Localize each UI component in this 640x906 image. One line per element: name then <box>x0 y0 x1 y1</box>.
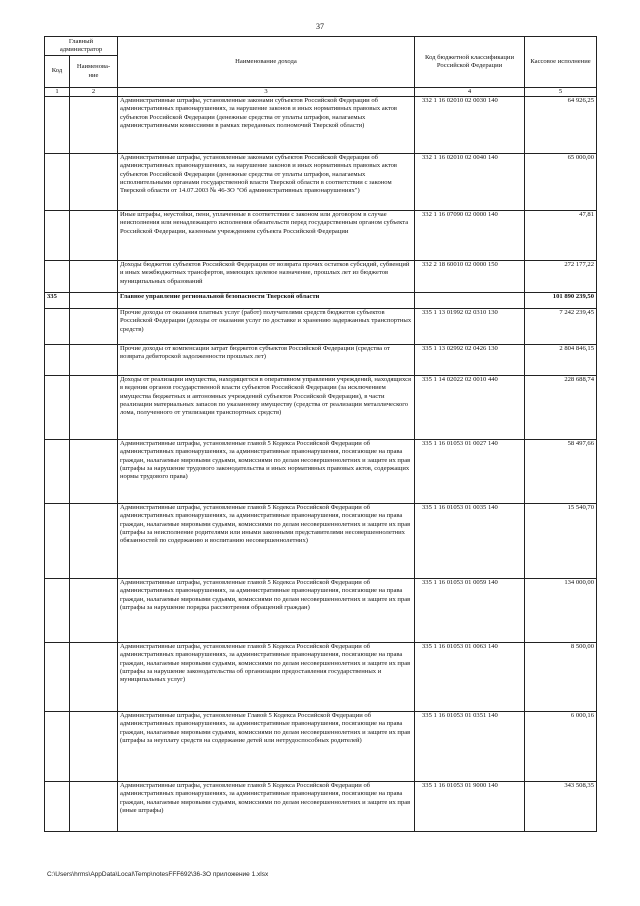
row-description: Административные штрафы, установленные законами субъектов Российской Федерации об административных правонарушениях, за нарушение законов и иных нормативных правовых актов субъектов Российской Федерации (денежные средства от уплаты штрафов, налагаемых исполнительными органами государственной власти Тверской области в соответствии с законом Тверской области от 14.07.2003 № 46-ЗО "Об административных правонарушениях") <box>118 154 415 211</box>
col-number: 5 <box>525 88 597 97</box>
table-row <box>45 97 597 154</box>
header-budget-code: Код бюджетной классификации Российской Федерации <box>415 37 525 88</box>
table-row <box>45 712 597 782</box>
row-kbk: 335 1 16 01053 01 0063 140 <box>415 643 525 712</box>
row-amount: 65 000,00 <box>525 154 597 211</box>
table-row <box>45 440 597 504</box>
row-description: Административные штрафы, установленные главой 5 Кодекса Российской Федерации об административных правонарушениях, за административные правонарушения, посягающие на права граждан, налагаемые мировыми судьями, комиссиями по делам несовершеннолетних и защите их прав (штрафы за нарушение трудового законодательства и иных нормативных правовых актов, содержащих нормы трудового права) <box>118 440 415 504</box>
row-code <box>45 309 70 345</box>
row-amount: 6 000,16 <box>525 712 597 782</box>
header-name-short: Наименова-ние <box>70 56 118 88</box>
row-code <box>45 712 70 782</box>
row-description: Прочие доходы от компенсации затрат бюджетов субъектов Российской Федерации (средства от возврата дебиторской задолженности прошлых лет) <box>118 345 415 376</box>
col-number: 4 <box>415 88 525 97</box>
table-row <box>45 504 597 579</box>
header-cash: Кассовое исполнение <box>525 37 597 88</box>
row-amount: 64 926,25 <box>525 97 597 154</box>
header-admin: Главный администратор <box>45 37 118 56</box>
table-row <box>45 211 597 261</box>
row-amount: 134 000,00 <box>525 579 597 643</box>
row-kbk: 332 2 18 60010 02 0000 150 <box>415 261 525 293</box>
row-description: Доходы от реализации имущества, находящегося в оперативном управлении учреждений, находящихся в ведении органов государственной власти субъектов Российской Федерации (за исключением имущества бюджетных и автономных учреждений субъектов Российской Федерации), в части реализации материальных запасов по указанному имуществу (средства от реализации металлического лома, полученного от утилизации транспортных средств) <box>118 376 415 440</box>
row-code: 335 <box>45 293 70 309</box>
row-code <box>45 504 70 579</box>
row-code <box>45 97 70 154</box>
row-description: Доходы бюджетов субъектов Российской Федерации от возврата прочих остатков субсидий, субвенций и иных межбюджетных трансфертов, имеющих целевое назначение, прошлых лет из бюджетов муниципальных образований <box>118 261 415 293</box>
income-table <box>44 36 597 832</box>
row-amount: 47,81 <box>525 211 597 261</box>
table-row <box>45 643 597 712</box>
row-description: Административные штрафы, установленные главой 5 Кодекса Российской Федерации об административных правонарушениях, за административные правонарушения, посягающие на права граждан, налагаемые мировыми судьями, комиссиями по делам несовершеннолетних и защите их прав (штрафы за нарушение законодательства об организации предоставления государственных и муниципальных услуг) <box>118 643 415 712</box>
row-kbk: 335 1 16 01053 01 0351 140 <box>415 712 525 782</box>
table-row <box>45 345 597 376</box>
page-number: 37 <box>316 22 324 31</box>
table-row <box>45 261 597 293</box>
table-row-section <box>45 293 597 309</box>
row-code <box>45 376 70 440</box>
table-row <box>45 376 597 440</box>
col-number: 2 <box>70 88 118 97</box>
table-row <box>45 782 597 832</box>
row-amount: 272 177,22 <box>525 261 597 293</box>
row-amount: 8 500,00 <box>525 643 597 712</box>
row-kbk: 335 1 16 01053 01 0035 140 <box>415 504 525 579</box>
row-amount: 15 540,70 <box>525 504 597 579</box>
row-description: Административные штрафы, установленные главой 5 Кодекса Российской Федерации об административных правонарушениях, за административные правонарушения, посягающие на права граждан, налагаемые мировыми судьями, комиссиями по делам несовершеннолетних и защите их прав (штрафы за неисполнение родителями или иными законными представителями несовершеннолетних обязанностей по содержанию и воспитанию несовершеннолетних) <box>118 504 415 579</box>
row-amount: 101 890 239,50 <box>525 293 597 309</box>
table-row <box>45 154 597 211</box>
footer-file-path: C:\Users\hrms\AppData\Local\Temp\notesFFF692\36-3О приложение 1.xlsx <box>47 871 269 878</box>
row-code <box>45 440 70 504</box>
row-code <box>45 261 70 293</box>
row-kbk: 335 1 16 01053 01 0027 140 <box>415 440 525 504</box>
row-amount: 2 804 846,15 <box>525 345 597 376</box>
row-kbk: 335 1 14 02022 02 0010 440 <box>415 376 525 440</box>
row-kbk <box>415 293 525 309</box>
row-amount: 7 242 239,45 <box>525 309 597 345</box>
row-code <box>45 154 70 211</box>
row-amount: 343 508,35 <box>525 782 597 832</box>
row-kbk: 332 1 16 07090 02 0000 140 <box>415 211 525 261</box>
row-code <box>45 643 70 712</box>
row-description: Административные штрафы, установленные главой 5 Кодекса Российской Федерации об административных правонарушениях, за административные правонарушения, посягающие на права граждан, налагаемые мировыми судьями, комиссиями по делам несовершеннолетних и защите их прав (иные штрафы) <box>118 782 415 832</box>
row-description: Административные штрафы, установленные главой 5 Кодекса Российской Федерации об административных правонарушениях, за административные правонарушения, посягающие на права граждан, налагаемые мировыми судьями, комиссиями по делам несовершеннолетних и защите их прав (штрафы за нарушение порядка рассмотрения обращений граждан) <box>118 579 415 643</box>
row-code <box>45 579 70 643</box>
row-code <box>45 211 70 261</box>
header-code: Код <box>45 56 70 88</box>
row-amount: 58 497,66 <box>525 440 597 504</box>
row-description: Административные штрафы, установленные Главой 5 Кодекса Российской Федерации об административных правонарушениях, за административные правонарушения, посягающие на права граждан, налагаемые мировыми судьями, комиссиями по делам несовершеннолетних и защите их прав (штрафы за неуплату средств на содержание детей или нетрудоспособных родителей) <box>118 712 415 782</box>
row-code <box>45 345 70 376</box>
row-kbk: 335 1 16 01053 01 0059 140 <box>415 579 525 643</box>
col-number: 1 <box>45 88 70 97</box>
row-description: Иные штрафы, неустойки, пени, уплаченные в соответствии с законом или договором в случае неисполнения или ненадлежащего исполнения обязательств перед государственным органом субъекта Российской Федерации, казенным учреждением субъекта Российской Федерации <box>118 211 415 261</box>
row-amount: 228 688,74 <box>525 376 597 440</box>
header-income-name: Наименование дохода <box>118 37 415 88</box>
table-row <box>45 309 597 345</box>
row-code <box>45 782 70 832</box>
row-kbk: 335 1 13 01992 02 0310 130 <box>415 309 525 345</box>
row-kbk: 335 1 16 01053 01 9000 140 <box>415 782 525 832</box>
table-row <box>45 579 597 643</box>
row-kbk: 332 1 16 02010 02 0030 140 <box>415 97 525 154</box>
row-description: Главное управление региональной безопасности Тверской области <box>118 293 415 309</box>
col-number: 3 <box>118 88 415 97</box>
row-kbk: 335 1 13 02992 02 0426 130 <box>415 345 525 376</box>
row-description: Прочие доходы от оказания платных услуг (работ) получателями средств бюджетов субъектов Российской Федерации (доходы от оказания услуг по доставке и хранению задержанных транспортных средств) <box>118 309 415 345</box>
row-description: Административные штрафы, установленные законами субъектов Российской Федерации об административных правонарушениях, за нарушение законов и иных нормативных правовых актов субъектов Российской Федерации (денежные средства от уплаты штрафов, налагаемых административными комиссиями в рамках переданных полномочий Тверской области) <box>118 97 415 154</box>
row-kbk: 332 1 16 02010 02 0040 140 <box>415 154 525 211</box>
